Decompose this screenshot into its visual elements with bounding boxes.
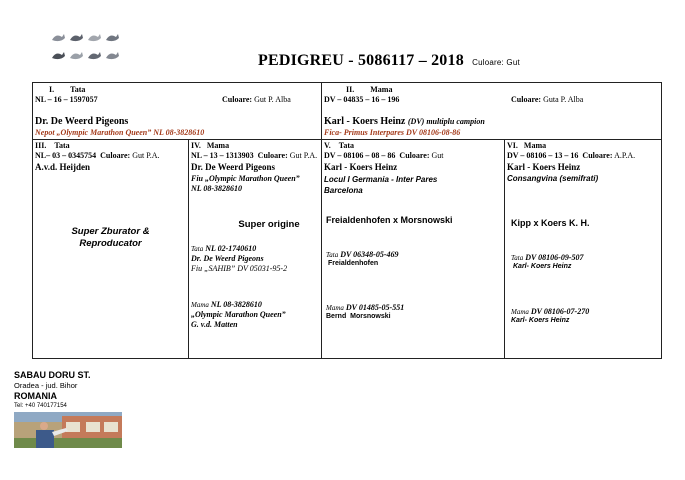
breeder-name: SABAU DORU ST. (14, 370, 91, 380)
dam-color: Culoare: Guta P. Alba (511, 95, 584, 104)
grandsire-paternal-cell: III. Tata NL– 03 – 0345754 Culoare: Gut P.A. A.v.d. Heijden Super Zburator & Reproducator (33, 140, 188, 358)
gp4-fiu-ring: NL 08-3828610 (191, 184, 243, 193)
breeder-info (14, 370, 91, 410)
gp6-note: Consangvina (semifrati) (507, 174, 599, 183)
gp6-sire-ring: Tata DV 08106-09-507 (511, 253, 584, 262)
breeder-city: Oradea - jud. Bihor (14, 381, 78, 390)
page-title (258, 52, 520, 70)
gp6-owner: Karl - Koers Heinz (507, 162, 581, 172)
gp4-ring-line: NL – 13 – 1313903 Culoare: Gut P.A. (191, 151, 318, 160)
granddam-maternal-cell: VI. Mama DV – 08106 – 13 – 16 Culoare: A.P.A. Karl - Koers Heinz Consangvina (semifrati) Kipp x Koers K. H. Tata DV 08106-09-507 Karl- Koers Heinz Mama DV 08106-07-270 Karl- Koers Heinz (507, 141, 636, 324)
gp5-achievement: Locul I Germania - Inter Pares Barcelona (324, 175, 438, 195)
dam-ring: DV – 04835 – 16 – 196 (324, 95, 400, 104)
pigeon-icon (106, 52, 119, 59)
dam-note: Fica- Primus Interpares DV 08106-08-86 (324, 128, 461, 137)
pedigree-ring: PEDIGREU - 5086117 – 2018 (258, 52, 464, 69)
gp4-sire-note: Fiu „SAHIB” DV 05031-95-2 (191, 264, 288, 273)
pigeon-icon (52, 52, 65, 59)
sire-color: Culoare: Gut P. Alba (222, 95, 291, 104)
gp5-cross: Freialdenhofen x Morsnowski (326, 215, 453, 225)
gp3-owner: A.v.d. Heijden (35, 162, 91, 172)
gp5-sire-owner: Freialdenhofen (328, 260, 379, 267)
sire-ring: NL – 16 – 1597057 (35, 95, 98, 104)
pigeon-icon (70, 34, 83, 41)
pigeons-logo (48, 30, 120, 66)
gp5-owner: Karl - Koers Heinz (324, 162, 398, 172)
dam-owner: Karl - Koers Heinz (DV) multiplu campion (324, 116, 485, 127)
pigeon-icon (52, 34, 65, 41)
gp4-dam-ring: Mama NL 08-3828610 (191, 300, 262, 309)
gp4-dam-name: „Olympic Marathon Queen” (191, 310, 286, 319)
sire-note: Nepot „Olympic Marathon Queen” NL 08-3828610 (35, 128, 205, 137)
gp3-ring-line: NL– 03 – 0345754 Culoare: Gut P.A. (35, 151, 160, 160)
gp6-dam-ring: Mama DV 08106-07-270 (511, 307, 590, 316)
pigeon-icon (88, 34, 101, 41)
gp4-sire-ring: Tata NL 02-1740610 (191, 244, 257, 253)
pigeon-icon (70, 52, 83, 59)
gp4-highlight: Super origine (238, 219, 300, 230)
breeder-country: ROMANIA (14, 391, 57, 401)
granddam-paternal-cell: IV. Mama NL – 13 – 1313903 Culoare: Gut P.A. Dr. De Weerd Pigeons Fiu „Olympic Marathon Queen” NL 08-3828610 Super origine Tata NL 02-1740610 Dr. De Weerd Pigeons Fiu „SAHIB” DV 05031-95-2 Mama NL 08-3828610 „Olympic Marathon Queen” G. v.d. Matten (189, 140, 321, 358)
gp6-sire-owner: Karl- Koers Heinz (513, 263, 572, 270)
pigeon-icon (106, 34, 119, 41)
gp5-dam-ring: Mama DV 01485-05-551 (326, 303, 405, 312)
gp5-dam-owner: Bernd Morsnowski (326, 313, 391, 320)
dam-cell: II. Mama DV – 04835 – 16 – 196 Culoare: Guta P. Alba Karl - Koers Heinz (DV) multiplu campion Fica- Primus Interpares DV 08106-08-86 (324, 85, 584, 137)
gp4-owner: Dr. De Weerd Pigeons (191, 162, 275, 172)
pigeon-icon (88, 52, 101, 59)
gp4-dam-owner: G. v.d. Matten (191, 320, 238, 329)
breeder-phone: Tel: +40 740177154 (14, 403, 67, 409)
sire-owner: Dr. De Weerd Pigeons (35, 116, 129, 127)
sire-cell: I. Tata NL – 16 – 1597057 Culoare: Gut P. Alba Dr. De Weerd Pigeons Nepot „Olympic Marathon Queen” NL 08-3828610 (35, 85, 291, 137)
gp5-sire-ring: Tata DV 06348-05-469 (326, 250, 399, 259)
gp4-fiu: Fiu „Olympic Marathon Queen” (191, 174, 300, 183)
breeder-photo (14, 412, 122, 448)
gp5-ring-line: DV – 08106 – 08 – 86 Culoare: Gut (324, 151, 444, 160)
gp6-cross: Kipp x Koers K. H. (511, 218, 590, 228)
gp6-ring-line: DV – 08106 – 13 – 16 Culoare: A.P.A. (507, 151, 636, 160)
gp3-highlight: Super Zburator & Reproducator (71, 226, 150, 249)
gp4-sire-owner: Dr. De Weerd Pigeons (191, 254, 264, 263)
title-color: Culoare: Gut (472, 58, 520, 67)
grandsire-maternal-cell: V. Tata DV – 08106 – 08 – 86 Culoare: Gut Karl - Koers Heinz Locul I Germania - Inter Pares Barcelona Freialdenhofen x Morsnowski Tata DV 06348-05-469 Freialdenhofen Mama DV 01485-05-551 Bernd Morsnowski (324, 141, 453, 320)
gp6-dam-owner: Karl- Koers Heinz (511, 317, 570, 324)
pedigree-table (32, 82, 662, 359)
